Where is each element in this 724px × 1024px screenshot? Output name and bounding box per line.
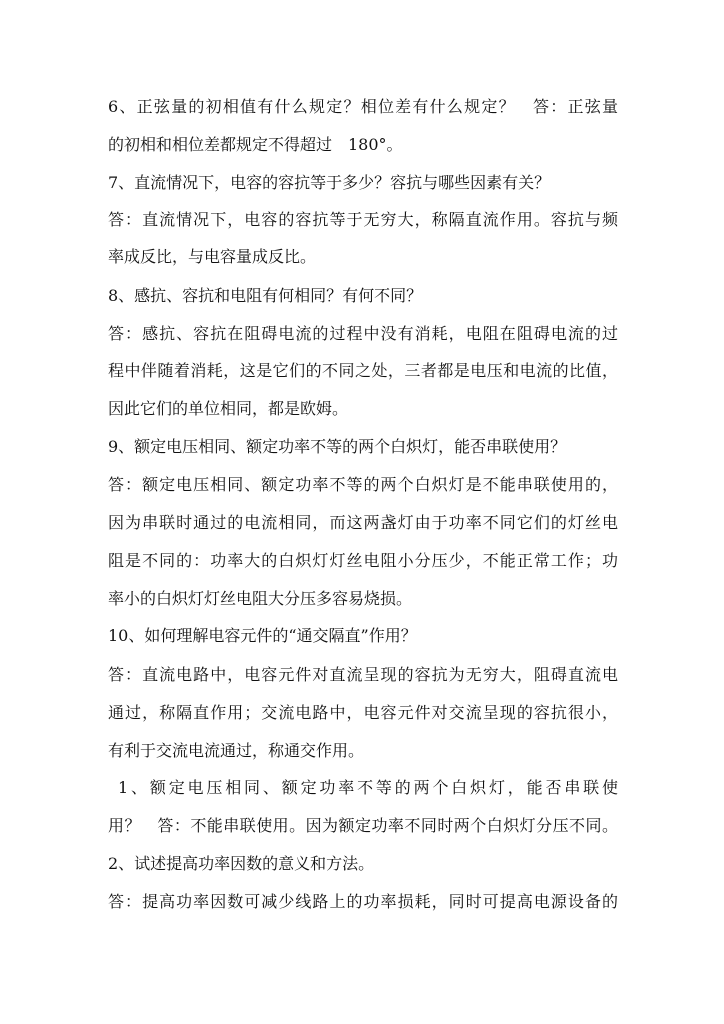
text-line-a10: 答：直流电路中，电容元件对直流呈现的容抗为无穷大，阻碍直流电: [108, 665, 618, 684]
text-line-a9-cont3: 率小的白炽灯灯丝电阻大分压多容易烧损。: [108, 589, 413, 608]
text-line-a9-cont2: 阻是不同的：功率大的白炽灯灯丝电阻小分压少，不能正常工作；功: [108, 551, 618, 570]
text-line-a7: 答：直流情况下，电容的容抗等于无穷大，称隔直流作用。容抗与频: [108, 210, 618, 229]
text-line-q6: 6、正弦量的初相值有什么规定？相位差有什么规定？ 答：正弦量: [108, 97, 618, 116]
text-line-a8-cont1: 程中伴随着消耗，这是它们的不同之处，三者都是电压和电流的比值，: [108, 361, 618, 380]
text-line-a9: 答：额定电压相同、额定功率不等的两个白炽灯是不能串联使用的，: [108, 475, 618, 494]
text-line-a2: 答：提高功率因数可减少线路上的功率损耗，同时可提高电源设备的: [108, 892, 618, 911]
text-line-a8-cont2: 因此它们的单位相同，都是欧姆。: [108, 399, 349, 418]
text-line-a10-cont2: 有利于交流电流通过，称通交作用。: [108, 741, 365, 760]
text-line-q1: 1、额定电压相同、额定功率不等的两个白炽灯，能否串联使: [118, 778, 618, 797]
text-line-a9-cont1: 因为串联时通过的电流相同，而这两盏灯由于功率不同它们的灯丝电: [108, 513, 618, 532]
text-line-q9: 9、额定电压相同、额定功率不等的两个白炽灯，能否串联使用？: [108, 437, 567, 456]
text-line-q7: 7、直流情况下，电容的容抗等于多少？容抗与哪些因素有关？: [108, 173, 551, 192]
text-line-q1-cont: 用？ 答：不能串联使用。因为额定功率不同时两个白炽灯分压不同。: [108, 816, 618, 835]
text-line-a7-cont: 率成反比，与电容量成反比。: [108, 247, 317, 266]
text-line-q8: 8、感抗、容抗和电阻有何相同？有何不同？: [108, 286, 423, 305]
text-line-q10: 10、如何理解电容元件的“通交隔直”作用？: [108, 626, 417, 645]
text-line-q2: 2、试述提高功率因数的意义和方法。: [108, 854, 375, 873]
text-line-a8: 答：感抗、容抗在阻碍电流的过程中没有消耗，电阻在阻碍电流的过: [108, 324, 618, 343]
text-line-a10-cont1: 通过，称隔直作用；交流电路中，电容元件对交流呈现的容抗很小，: [108, 703, 618, 722]
text-line-q6-cont: 的初相和相位差都规定不得超过 180°。: [108, 135, 403, 154]
